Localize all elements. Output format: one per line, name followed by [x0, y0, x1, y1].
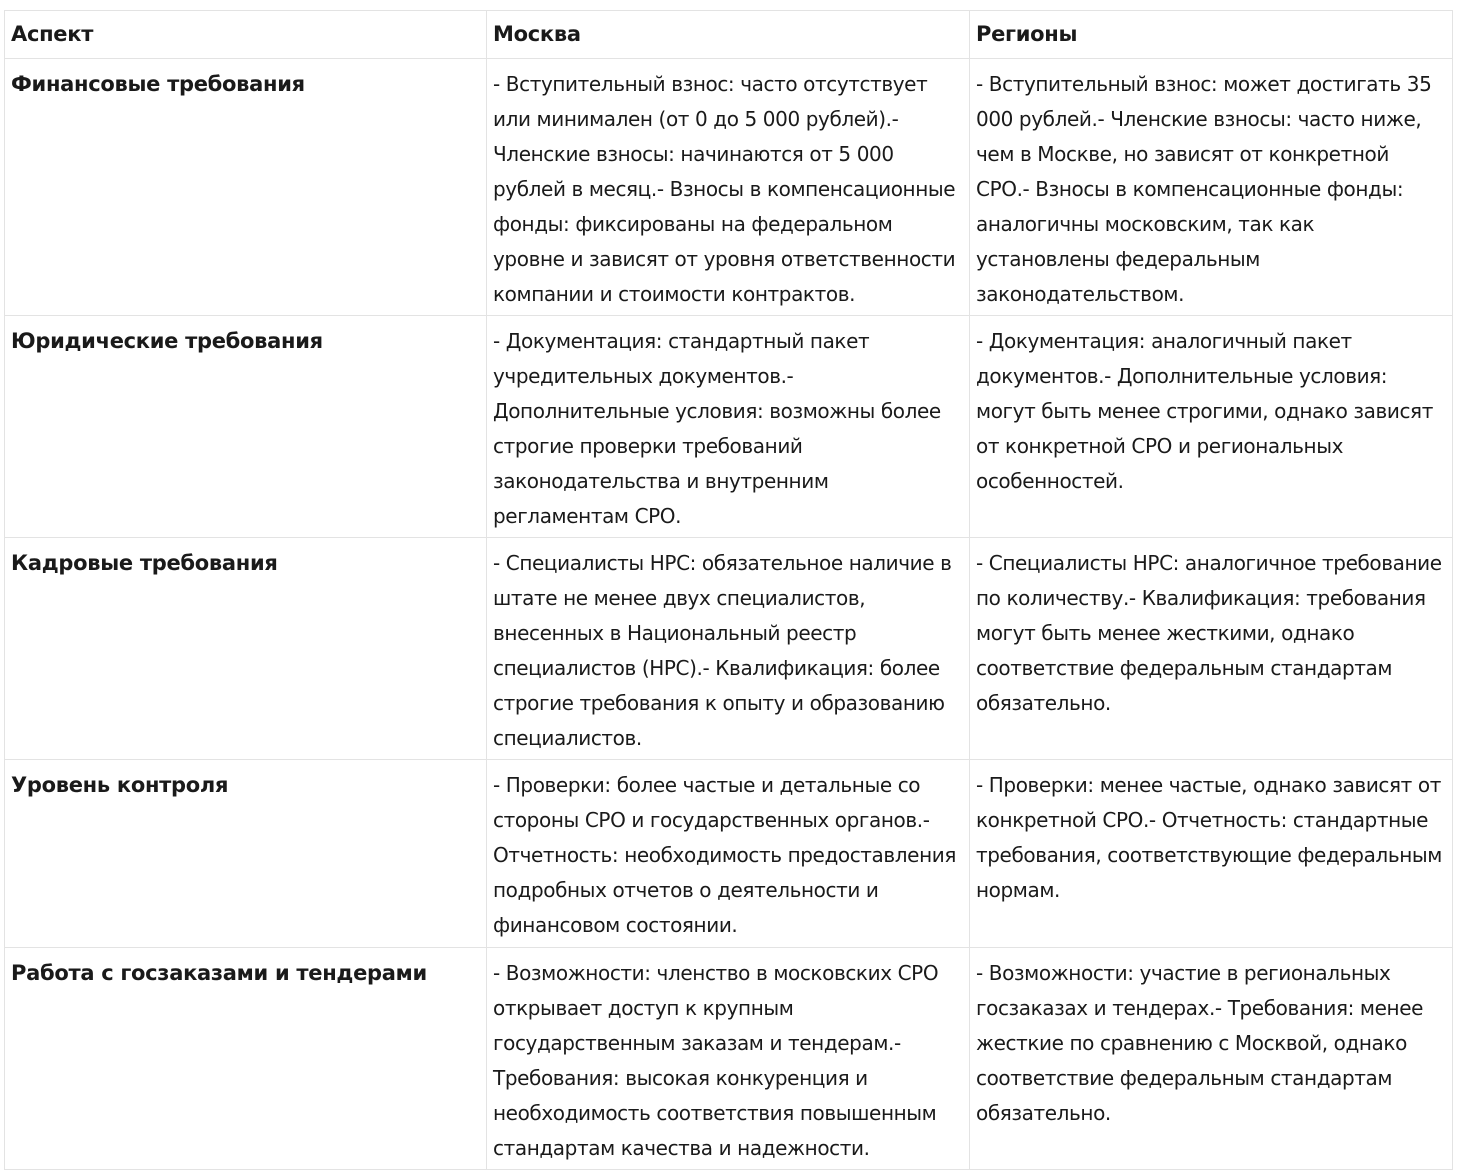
aspect-cell: Кадровые требования	[5, 538, 487, 760]
table-row	[5, 316, 1453, 538]
header-moscow: Москва	[487, 11, 970, 59]
comparison-table-container	[4, 10, 1452, 1170]
table-header	[5, 11, 1453, 59]
table-row	[5, 538, 1453, 760]
table-row	[5, 59, 1453, 316]
comparison-table	[4, 10, 1453, 1170]
moscow-cell: - Документация: стандартный пакет учредительных документов.- Дополнительные условия: возможны более строгие проверки требований законодательства и внутренним регламентам СРО.	[487, 316, 970, 538]
table-row	[5, 948, 1453, 1170]
header-regions: Регионы	[970, 11, 1453, 59]
regions-cell: - Специалисты НРС: аналогичное требование по количеству.- Квалификация: требования могут быть менее жесткими, однако соответствие федеральным стандартам обязательно.	[970, 538, 1453, 760]
moscow-cell: - Специалисты НРС: обязательное наличие в штате не менее двух специалистов, внесенных в Национальный реестр специалистов (НРС).- Квалификация: более строгие требования к опыту и образованию специалистов.	[487, 538, 970, 760]
regions-cell: - Проверки: менее частые, однако зависят от конкретной СРО.- Отчетность: стандартные требования, соответствующие федеральным нормам.	[970, 760, 1453, 948]
aspect-cell: Уровень контроля	[5, 760, 487, 948]
aspect-cell: Юридические требования	[5, 316, 487, 538]
moscow-cell: - Вступительный взнос: часто отсутствует или минимален (от 0 до 5 000 рублей).- Членские взносы: начинаются от 5 000 рублей в месяц.- Взносы в компенсационные фонды: фиксированы на федеральном уровне и зависят от уровня ответственности компании и стоимости контрактов.	[487, 59, 970, 316]
moscow-cell: - Проверки: более частые и детальные со стороны СРО и государственных органов.- Отчетность: необходимость предоставления подробных отчетов о деятельности и финансовом состоянии.	[487, 760, 970, 948]
regions-cell: - Возможности: участие в региональных госзаказах и тендерах.- Требования: менее жесткие по сравнению с Москвой, однако соответствие федеральным стандартам обязательно.	[970, 948, 1453, 1170]
table-body	[5, 59, 1453, 1170]
aspect-cell: Финансовые требования	[5, 59, 487, 316]
header-aspect: Аспект	[5, 11, 487, 59]
regions-cell: - Документация: аналогичный пакет документов.- Дополнительные условия: могут быть менее строгими, однако зависят от конкретной СРО и региональных особенностей.	[970, 316, 1453, 538]
aspect-cell: Работа с госзаказами и тендерами	[5, 948, 487, 1170]
moscow-cell: - Возможности: членство в московских СРО открывает доступ к крупным государственным заказам и тендерам.- Требования: высокая конкуренция и необходимость соответствия повышенным стандартам качества и надежности.	[487, 948, 970, 1170]
regions-cell: - Вступительный взнос: может достигать 35 000 рублей.- Членские взносы: часто ниже, чем в Москве, но зависят от конкретной СРО.- Взносы в компенсационные фонды: аналогичны московским, так как установлены федеральным законодательством.	[970, 59, 1453, 316]
header-row	[5, 11, 1453, 59]
table-row	[5, 760, 1453, 948]
